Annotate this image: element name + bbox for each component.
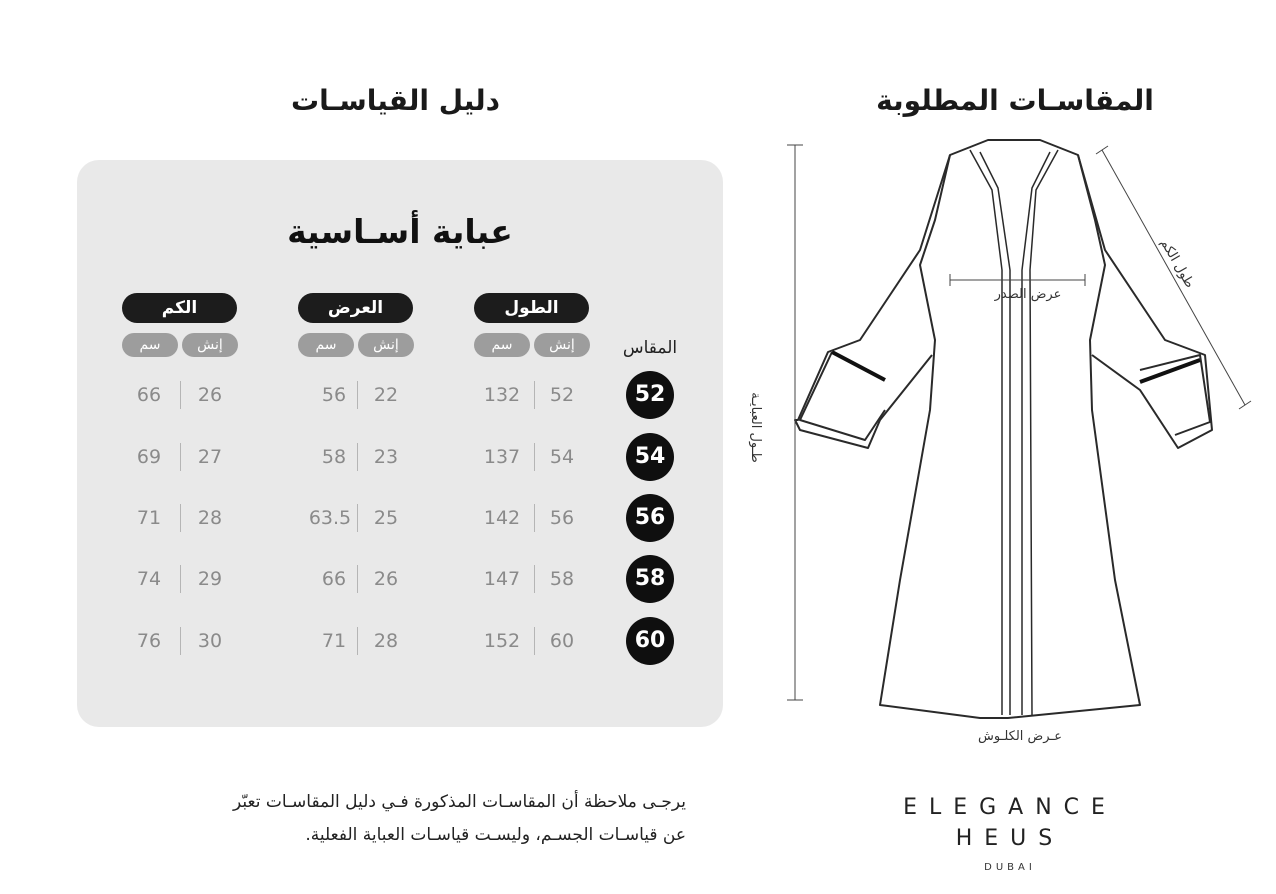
cell-divider <box>180 627 181 655</box>
front-lining-left <box>980 152 1010 715</box>
sizing-note-line1: يرجـى ملاحظة أن المقاسـات المذكورة فـي دليل المقاسـات تعبّر <box>233 792 686 812</box>
sleeve-cm-value: 71 <box>136 507 162 529</box>
sleeve-unit-inch: إنش <box>182 333 238 357</box>
left-cuff-band <box>832 352 885 380</box>
right-cuff <box>1140 355 1210 435</box>
cell-divider <box>180 504 181 532</box>
length-cm-value: 132 <box>483 384 521 406</box>
sizing-note-line2: عن قياسـات الجسـم، وليسـت قياسـات العباية الفعلية. <box>305 825 686 845</box>
width-unit-inch: إنش <box>358 333 414 357</box>
cell-divider <box>534 381 535 409</box>
width-cm-value: 58 <box>321 446 347 468</box>
cell-divider <box>534 565 535 593</box>
front-lining-right <box>1022 152 1050 715</box>
sleeve-inch-value: 27 <box>197 446 223 468</box>
length-header: الطول <box>474 293 589 323</box>
sleeve-cm-value: 66 <box>136 384 162 406</box>
cell-divider <box>180 381 181 409</box>
width-cm-value: 71 <box>321 630 347 652</box>
width-inch-value: 23 <box>373 446 399 468</box>
chest-width-label: عرض الصدر <box>994 287 1062 302</box>
sleeve-inch-value: 28 <box>197 507 223 529</box>
size-column-header: المقاس <box>622 338 678 358</box>
size-badge: 52 <box>626 371 674 419</box>
front-placket-right <box>1030 150 1058 715</box>
size-badge: 54 <box>626 433 674 481</box>
width-inch-value: 28 <box>373 630 399 652</box>
sleeve-unit-cm: سم <box>122 333 178 357</box>
cell-divider <box>534 627 535 655</box>
brand-logo-line3: DUBAI <box>984 862 1036 873</box>
length-inch-value: 56 <box>549 507 575 529</box>
required-measurements-heading: المقاسـات المطلوبة <box>876 84 1154 117</box>
cell-divider <box>180 443 181 471</box>
sleeve-inch-value: 26 <box>197 384 223 406</box>
sleeve-cm-value: 74 <box>136 568 162 590</box>
length-cm-value: 147 <box>483 568 521 590</box>
width-header: العرض <box>298 293 413 323</box>
hem-width-label: عـرض الكلـوش <box>977 729 1063 744</box>
length-cm-value: 137 <box>483 446 521 468</box>
sleeve-inch-value: 29 <box>197 568 223 590</box>
sleeve-header: الكم <box>122 293 237 323</box>
sleeve-length-label: طول الكم <box>1157 236 1198 291</box>
front-placket-left <box>970 150 1002 715</box>
length-cm-value: 152 <box>483 630 521 652</box>
size-badge: 56 <box>626 494 674 542</box>
length-inch-value: 58 <box>549 568 575 590</box>
size-badge: 60 <box>626 617 674 665</box>
length-inch-value: 54 <box>549 446 575 468</box>
abaya-diagram <box>740 130 1260 750</box>
product-title: عباية أسـاسية <box>287 212 513 251</box>
size-badge: 58 <box>626 555 674 603</box>
length-unit-cm: سم <box>474 333 530 357</box>
cell-divider <box>534 504 535 532</box>
length-inch-value: 60 <box>549 630 575 652</box>
length-inch-value: 52 <box>549 384 575 406</box>
abaya-length-label: طـول العبايـة <box>747 392 763 463</box>
width-cm-value: 63.5 <box>308 507 352 529</box>
cell-divider <box>534 443 535 471</box>
sleeve-dimension-cap-bottom <box>1239 401 1251 409</box>
sleeve-inch-value: 30 <box>197 630 223 652</box>
width-unit-cm: سم <box>298 333 354 357</box>
width-inch-value: 25 <box>373 507 399 529</box>
width-inch-value: 26 <box>373 568 399 590</box>
width-cm-value: 56 <box>321 384 347 406</box>
cell-divider <box>180 565 181 593</box>
width-inch-value: 22 <box>373 384 399 406</box>
sleeve-cm-value: 69 <box>136 446 162 468</box>
brand-logo-line1: ELEGANCE <box>903 795 1117 820</box>
length-unit-inch: إنش <box>534 333 590 357</box>
sleeve-dimension-cap-top <box>1096 146 1108 154</box>
width-cm-value: 66 <box>321 568 347 590</box>
brand-logo-line2: HEUS <box>955 826 1065 851</box>
length-cm-value: 142 <box>483 507 521 529</box>
size-guide-heading: دليل القياسـات <box>290 84 500 117</box>
sizing-note <box>120 786 686 852</box>
left-cuff <box>800 352 885 440</box>
sleeve-cm-value: 76 <box>136 630 162 652</box>
